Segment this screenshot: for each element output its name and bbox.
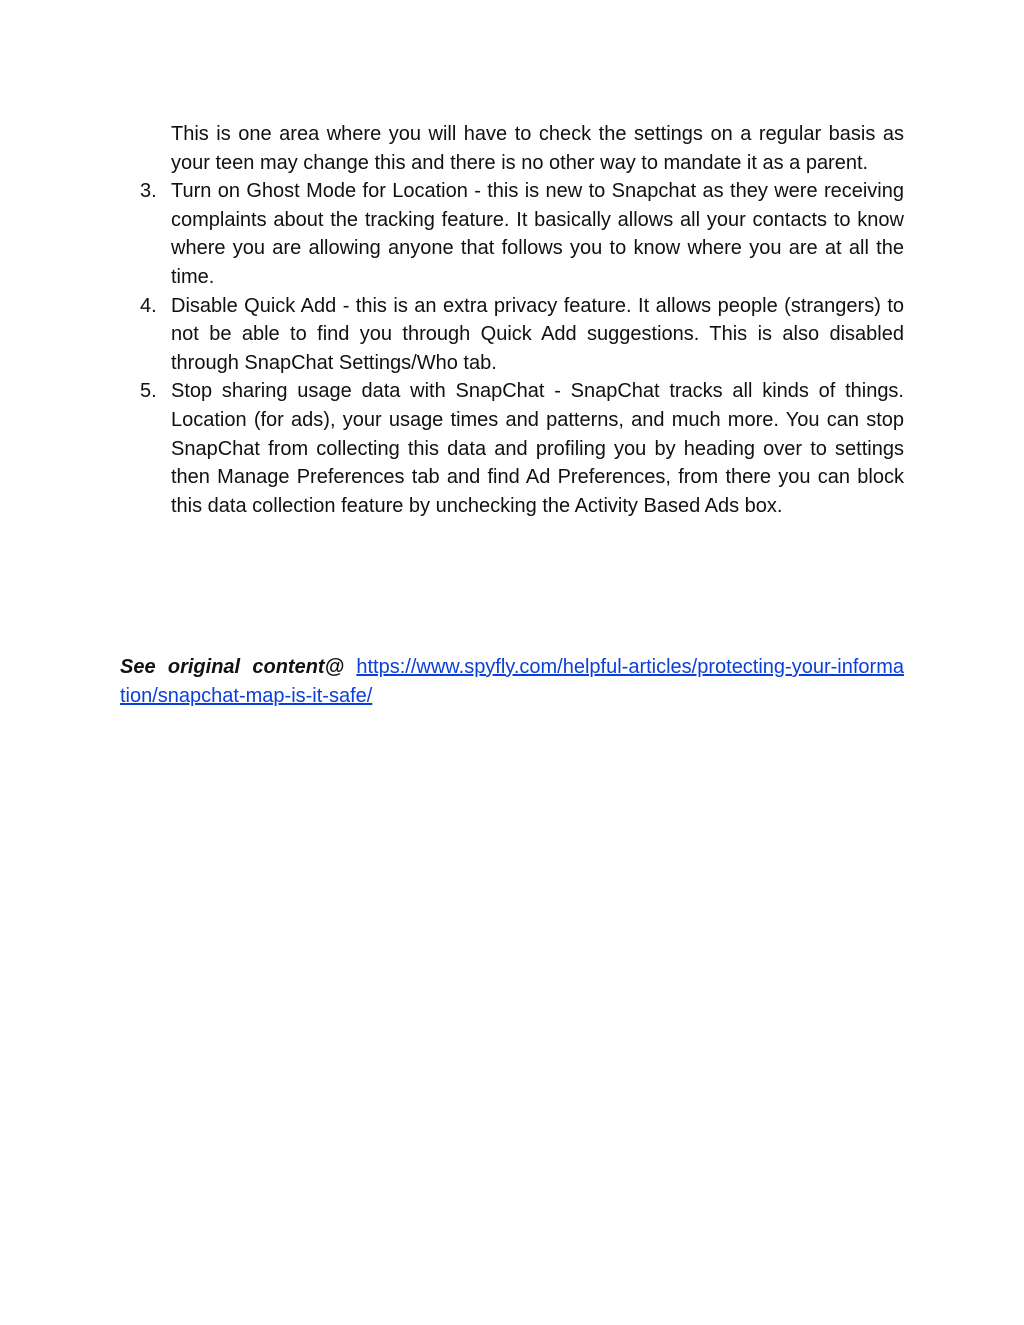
source-label: See original content@ (120, 656, 345, 678)
list-item-number: 5. (140, 380, 157, 403)
steps-list (120, 177, 904, 520)
source-link[interactable]: https://www.spyfly.com/helpful-articles/protecting-your-information/snapchat-map-is-it-safe/ (120, 656, 904, 707)
list-item-step-3 (120, 177, 904, 291)
list-item-number: 3. (140, 180, 157, 203)
list-item-text: Turn on Ghost Mode for Location - this is new to Snapchat as they were receiving complaints about the tracking feature. It basically allows all your contacts to know where you are allowing anyone that follows you to know where you are at all the time. (171, 180, 904, 288)
list-item-text: Disable Quick Add - this is an extra privacy feature. It allows people (strangers) to not be able to find you through Quick Add suggestions. This is also disabled through SnapChat Settings/Who tab. (171, 294, 904, 374)
list-item-step-5 (120, 377, 904, 520)
list-continuation-paragraph: This is one area where you will have to check the settings on a regular basis as your teen may change this and there is no other way to mandate it as a parent. (171, 123, 904, 174)
article-body (120, 120, 904, 520)
source-citation (120, 653, 904, 711)
list-item-number: 4. (140, 294, 157, 317)
list-item-step-4 (120, 292, 904, 378)
list-item-text: Stop sharing usage data with SnapChat - SnapChat tracks all kinds of things. Location (for ads), your usage times and patterns, and much more. You can stop SnapChat from collecting this data and profiling you by heading over to settings then Manage Preferences tab and find Ad Preferences, from there you can block this data collection feature by unchecking the Activity Based Ads box. (171, 380, 904, 517)
